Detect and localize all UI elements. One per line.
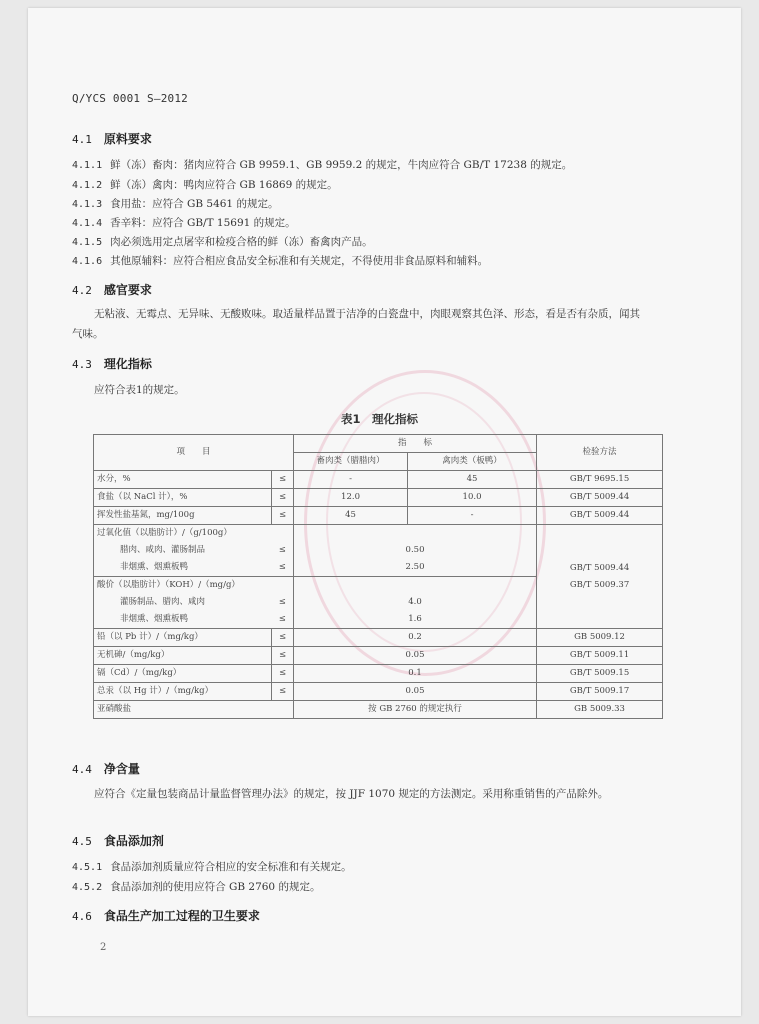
- cell-value: 0.2: [294, 629, 537, 647]
- clause-4-5-2: 4.5.2 食品添加剂的使用应符合 GB 2760 的规定。: [72, 881, 321, 893]
- cell-le: ≤: [272, 542, 294, 559]
- cell-method: GB 5009.33: [537, 701, 663, 719]
- cell-le: ≤: [272, 507, 294, 525]
- cell-method: GB/T 9695.15: [537, 471, 663, 489]
- cell-value: 0.05: [294, 647, 537, 665]
- cell-le: ≤: [272, 647, 294, 665]
- table-row: [94, 629, 663, 647]
- clause-4-5-1: 4.5.1 食品添加剂质量应符合相应的安全标准和有关规定。: [72, 861, 352, 873]
- section-4-1: 4.1 原料要求: [72, 132, 152, 146]
- cell-value: 45: [294, 507, 408, 525]
- cell-empty: [294, 577, 537, 595]
- clause-4-1-5: 4.1.5 肉必须选用定点屠宰和检疫合格的鲜（冻）畜禽肉产品。: [72, 236, 373, 248]
- cell-method: GB/T 5009.44: [537, 489, 663, 507]
- header-poultry: 禽肉类（板鸭）: [408, 453, 537, 471]
- cell-label: 无机砷/（mg/kg）: [94, 647, 272, 665]
- cell-sublabel: 非烟熏、烟熏板鸭: [94, 559, 272, 577]
- cell-method: GB/T 5009.17: [537, 683, 663, 701]
- cell-label: 铅（以 Pb 计）/（mg/kg）: [94, 629, 272, 647]
- net-content-paragraph: 应符合《定量包装商品计量监督管理办法》的规定，按 JJF 1070 规定的方法测定。采用称重销售的产品除外。: [94, 788, 609, 800]
- cell-value: 1.6: [294, 611, 537, 629]
- section-4-2: 4.2 感官要求: [72, 283, 152, 297]
- table-row: [94, 489, 663, 507]
- cell-method-merged: [537, 525, 663, 629]
- table-row: [94, 647, 663, 665]
- cell-value: 2.50: [294, 559, 537, 577]
- table-row: [94, 507, 663, 525]
- cell-value: 0.50: [294, 542, 537, 559]
- section-4-5: 4.5 食品添加剂: [72, 834, 164, 848]
- cell-sublabel: 灌肠制品、腊肉、咸肉: [94, 594, 272, 611]
- cell-sublabel: 腊肉、咸肉、灌肠制品: [94, 542, 272, 559]
- cell-label: 亚硝酸盐: [94, 701, 294, 719]
- cell-label: 总汞（以 Hg 计）/（mg/kg）: [94, 683, 272, 701]
- method-line: GB/T 5009.44: [569, 562, 630, 573]
- header-method: 检验方法: [537, 435, 663, 471]
- table-header-row: [94, 435, 663, 453]
- table-row: [94, 665, 663, 683]
- table-row: [94, 471, 663, 489]
- cell-empty: [294, 525, 537, 543]
- cell-method: GB/T 5009.11: [537, 647, 663, 665]
- cell-le: ≤: [272, 594, 294, 611]
- header-livestock: 畜肉类（腊腊肉）: [294, 453, 408, 471]
- standard-number: Q/YCS 0001 S—2012: [72, 92, 188, 105]
- cell-value: -: [408, 507, 537, 525]
- cell-value: -: [294, 471, 408, 489]
- cell-le: ≤: [272, 611, 294, 629]
- cell-label: 镉（Cd）/（mg/kg）: [94, 665, 272, 683]
- table-row: [94, 525, 663, 543]
- cell-value: 45: [408, 471, 537, 489]
- header-index: 指 标: [294, 435, 537, 453]
- clause-4-1-3: 4.1.3 食用盐：应符合 GB 5461 的规定。: [72, 198, 279, 210]
- cell-method: GB/T 5009.15: [537, 665, 663, 683]
- clause-4-1-1: 4.1.1 鲜（冻）畜肉：猪肉应符合 GB 9959.1、GB 9959.2 的规定，牛肉应符合 GB/T 17238 的规定。: [72, 159, 573, 171]
- cell-le: ≤: [272, 489, 294, 507]
- cell-le: ≤: [272, 665, 294, 683]
- clause-4-1-6: 4.1.6 其他原辅料：应符合相应食品安全标准和有关规定，不得使用非食品原料和辅料。: [72, 255, 489, 267]
- cell-label: 食盐（以 NaCl 计），%: [94, 489, 272, 507]
- cell-le: ≤: [272, 629, 294, 647]
- section-4-3: 4.3 理化指标: [72, 357, 152, 371]
- table-caption: 表1 理化指标: [340, 412, 418, 426]
- cell-label: 酸价（以脂肪计）（KOH）/（mg/g）: [94, 577, 294, 595]
- cell-value: 10.0: [408, 489, 537, 507]
- physchem-table: [93, 434, 663, 719]
- table-row: [94, 683, 663, 701]
- page-number: 2: [100, 942, 107, 953]
- cell-le: ≤: [272, 471, 294, 489]
- cell-value: 0.1: [294, 665, 537, 683]
- cell-value: 按 GB 2760 的规定执行: [294, 701, 537, 719]
- method-line: GB/T 5009.37: [569, 579, 630, 590]
- clause-4-1-4: 4.1.4 香辛料：应符合 GB/T 15691 的规定。: [72, 217, 296, 229]
- cell-sublabel: 非烟熏、烟熏板鸭: [94, 611, 272, 629]
- section-4-6: 4.6 食品生产加工过程的卫生要求: [72, 909, 260, 923]
- physchem-paragraph: 应符合表1的规定。: [94, 384, 185, 396]
- cell-value: 12.0: [294, 489, 408, 507]
- clause-4-1-2: 4.1.2 鲜（冻）禽肉：鸭肉应符合 GB 16869 的规定。: [72, 179, 338, 191]
- cell-value: 4.0: [294, 594, 537, 611]
- cell-label: 水分，%: [94, 471, 272, 489]
- cell-method: GB/T 5009.44: [537, 507, 663, 525]
- cell-label: 挥发性盐基氮，mg/100g: [94, 507, 272, 525]
- section-4-4: 4.4 净含量: [72, 762, 140, 776]
- cell-le: ≤: [272, 683, 294, 701]
- sensory-paragraph: 无粘液、无霉点、无异味、无酸败味。取适量样品置于洁净的白瓷盘中，肉眼观察其色泽、形态，看是否有杂质，闻其气味。: [72, 308, 640, 340]
- header-item: 项 目: [94, 435, 294, 471]
- cell-le: ≤: [272, 559, 294, 577]
- table-row: [94, 701, 663, 719]
- cell-label: 过氧化值（以脂肪计）/（g/100g）: [94, 525, 294, 543]
- cell-method: GB 5009.12: [537, 629, 663, 647]
- cell-value: 0.05: [294, 683, 537, 701]
